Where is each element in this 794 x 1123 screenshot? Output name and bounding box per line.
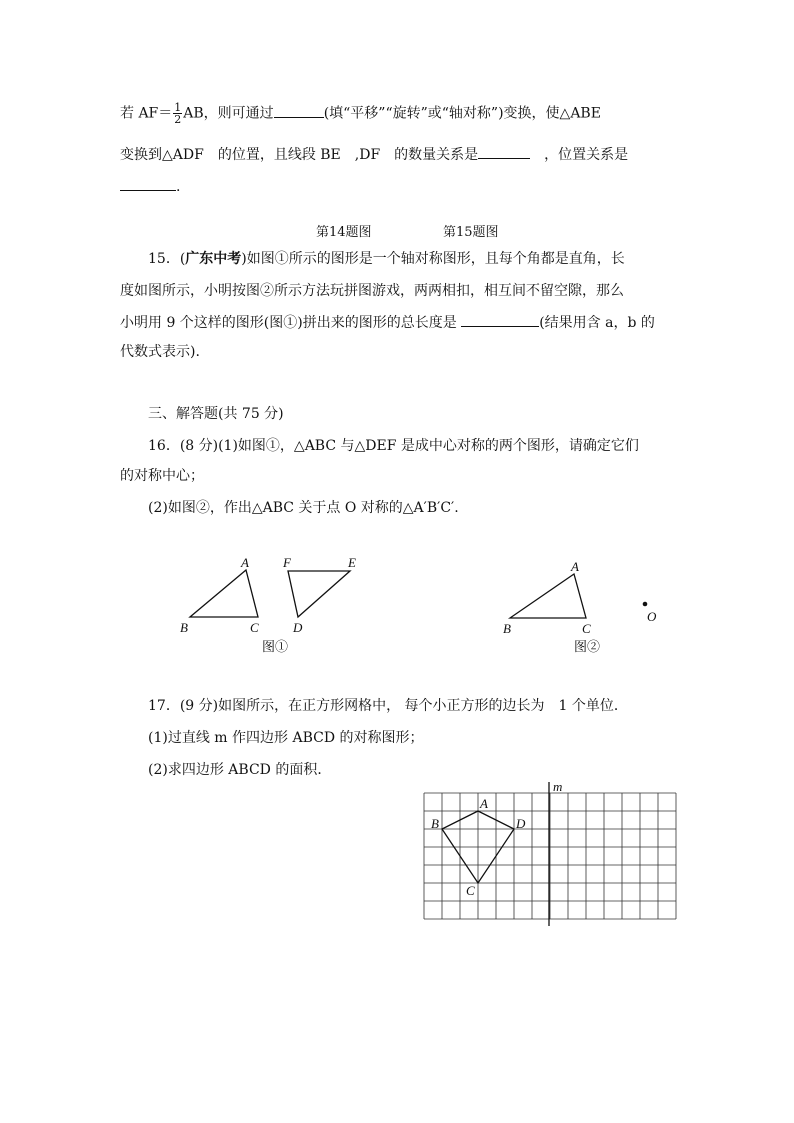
fig1-label-a: A — [241, 555, 249, 570]
q15-text-b: )如图①所示的图形是一个轴对称图形，且每个角都是直角，长 — [241, 251, 625, 267]
q15-text-d: (结果用含 a，b 的 — [539, 315, 655, 331]
caption-fig15: 第15题图 — [443, 225, 499, 240]
fig1-caption: 图① — [262, 640, 289, 655]
fig2-label-o: O — [647, 609, 657, 624]
section-3-heading: 三、解答题(共 75 分) — [148, 406, 284, 422]
q15-line-2: 度如图所示，小明按图②所示方法玩拼图游戏，两两相扣，相互间不留空隙，那么 — [120, 283, 624, 299]
q16-line-2: 的对称中心； — [120, 468, 204, 484]
triangle-abc-fig2 — [510, 574, 586, 618]
fig17-label-d: D — [516, 816, 526, 831]
q17-line-1: 17．(9 分)如图所示，在正方形网格中， 每个小正方形的边长为 1 个单位． — [148, 698, 628, 714]
q15-source: 广东中考 — [185, 251, 242, 267]
point-o — [643, 602, 648, 607]
fig17-label-a: A — [480, 796, 488, 811]
q14-text-a: 若 AF＝ — [120, 105, 173, 122]
fig1-label-f: F — [283, 555, 291, 570]
fraction-numerator: 1 — [174, 101, 182, 114]
q15-line-4: 代数式表示). — [120, 344, 200, 360]
fig1-label-c: C — [250, 620, 259, 635]
q17-line-3: (2)求四边形 ABCD 的面积． — [148, 762, 332, 778]
fig2-label-b: B — [503, 621, 511, 636]
triangle-def-fig1 — [288, 571, 350, 617]
fig17-label-m: m — [553, 779, 563, 794]
fig2-caption: 图② — [574, 640, 601, 655]
q15-text-c: 小明用 9 个这样的图形(图①)拼出来的图形的总长度是 — [120, 315, 457, 331]
q14-end: . — [176, 179, 181, 195]
q14-text-b: AB，则可通过 — [183, 105, 274, 122]
q14-text-c: (填“平移”“旋转”或“轴对称”)变换，使△ABE — [323, 105, 601, 122]
fig17-label-b: B — [431, 816, 439, 831]
q16-line-3: (2)如图②，作出△ABC 关于点 O 对称的△A′B′C′. — [148, 500, 459, 516]
q17-line-2: (1)过直线 m 作四边形 ABCD 的对称图形； — [148, 730, 424, 746]
q14-text-d: 变换到△ADF 的位置，且线段 BE ,DF 的数量关系是 — [120, 147, 479, 163]
fig1-label-e: E — [348, 555, 356, 570]
fig1-label-b: B — [180, 620, 188, 635]
fraction-denominator: 2 — [174, 113, 182, 126]
fig1-label-d: D — [293, 620, 303, 635]
fig2-label-a: A — [571, 559, 579, 574]
triangle-abc-fig1 — [190, 570, 258, 617]
q15-text-a: 15．( — [148, 251, 186, 267]
square-grid — [424, 793, 676, 919]
q14-text-e: ，位置关系是 — [530, 147, 629, 163]
fig17-label-c: C — [466, 883, 475, 898]
q16-line-1: 16．(8 分)(1)如图①，△ABC 与△DEF 是成中心对称的两个图形，请确定它们 — [148, 438, 639, 454]
caption-fig14: 第14题图 — [316, 225, 372, 240]
fig2-label-c: C — [582, 621, 591, 636]
